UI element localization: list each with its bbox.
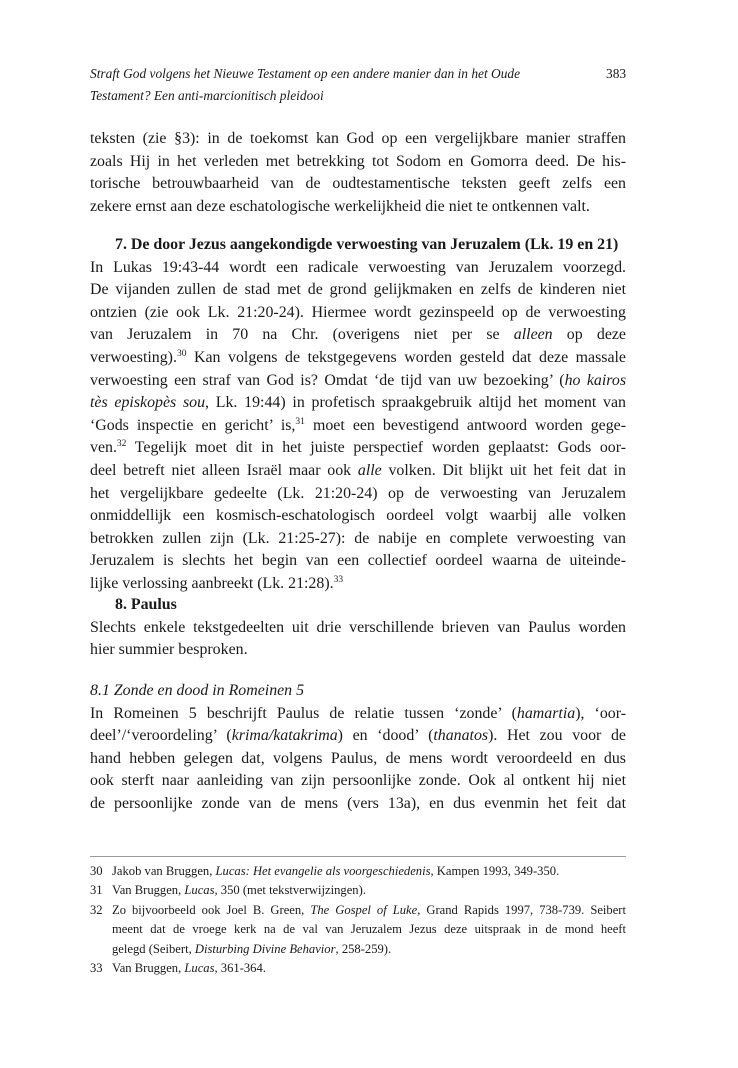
- footnote-ref[interactable]: 32: [116, 439, 127, 450]
- running-head: [90, 63, 630, 107]
- footnote-ref[interactable]: 30: [176, 348, 187, 359]
- footnote: [90, 901, 626, 959]
- text-run: ) en ‘dood’ (: [337, 727, 434, 745]
- footnote-divider: [90, 856, 626, 857]
- text-line: [90, 725, 626, 748]
- footnote-number: 30: [90, 864, 103, 878]
- italic-run: The Gospel of Luke: [310, 902, 418, 917]
- text-run: verwoesting).: [90, 348, 177, 366]
- italic-run: tès episkopès sou: [90, 394, 206, 412]
- footnote-text: meent dat de vroege kerk na de val van Jeruzalem Jezus deze uitspraak in de mond heeft: [112, 922, 626, 937]
- text-line: De vijanden zullen de stad met de grond gelijkmaken en zelfs de kinderen niet: [90, 281, 626, 299]
- text-line: teksten (zie §3): in de toekomst kan God op een vergelijkbare manier straffen: [90, 130, 626, 147]
- text-run: , Grand Rapids 1997, 738-739. Seibert: [417, 902, 626, 917]
- italic-run: krima/katakrima: [231, 727, 338, 745]
- text-run: ven.: [90, 439, 117, 457]
- text-run: deel’/‘veroordeling’ (: [90, 727, 232, 745]
- text-run: Van Bruggen,: [112, 961, 185, 976]
- text-line: [90, 324, 626, 347]
- italic-run: Disturbing Divine Behavior: [194, 941, 336, 956]
- text-run: lijke verlossing aanbreekt (Lk. 21:28).: [90, 574, 334, 592]
- section-8-1: [90, 680, 626, 816]
- text-run: verwoesting een straf van God is? Omdat ‘de tijd van uw bezoeking’ (: [90, 371, 565, 389]
- section-heading: 8. Paulus: [115, 596, 177, 613]
- footnote-number: 31: [90, 883, 103, 898]
- text-run: Jakob van Bruggen,: [112, 864, 216, 878]
- text-run: ). Het zou voor de: [488, 727, 626, 745]
- italic-run: hamartia: [516, 704, 576, 722]
- text-run: op deze: [552, 326, 626, 344]
- text-run: moet een bevestigend antwoord worden gege-: [304, 416, 626, 434]
- text-line: [90, 460, 626, 483]
- text-run: , Lk. 19:44) in profetisch spraakgebruik altijd het moment van: [205, 394, 626, 412]
- italic-run: Lucas: Het evangelie als voorgeschiedenis: [215, 864, 431, 878]
- text-run: ), ‘oor-: [575, 704, 627, 722]
- footnote-text: [112, 901, 626, 920]
- text-line: ook sterft naar aanleiding van zijn persoonlijke zonde. Ook al ontkent hij niet: [90, 772, 626, 790]
- footnote-number: 33: [90, 961, 103, 976]
- text-run: ‘Gods inspectie en gericht’ is,: [90, 416, 296, 434]
- text-run: Van Bruggen,: [112, 883, 185, 898]
- footnote-text: [112, 881, 626, 900]
- italic-run: alle: [357, 461, 382, 479]
- footnote: [90, 959, 626, 978]
- footnote-text: [112, 940, 626, 959]
- footnote-text: [112, 959, 626, 978]
- page-number: 383: [606, 66, 627, 81]
- text-run: volken. Dit blijkt uit het feit dat in: [381, 461, 626, 479]
- text-line: Slechts enkele tekstgedeelten uit drie verschillende brieven van Paulus worden: [90, 618, 626, 636]
- italic-run: Lucas: [184, 961, 215, 976]
- text-run: , 350 (met tekstverwijzingen).: [214, 883, 366, 898]
- subsection-heading: 8.1 Zonde en dood in Romeinen 5: [90, 682, 305, 699]
- footnote-text: [112, 862, 626, 881]
- footnote-number: 32: [90, 902, 103, 917]
- italic-run: ho kairos: [564, 371, 627, 389]
- footnote: [90, 862, 626, 881]
- text-line: ontzien (zie ook Lk. 21:20-24). Hiermee wordt gezinspeeld op de verwoesting: [90, 303, 626, 321]
- text-line: [90, 703, 626, 726]
- italic-run: thanatos: [433, 727, 489, 745]
- italic-run: Lucas: [184, 883, 215, 898]
- running-head-line-2: Testament? Een anti-marcionitisch pleidooi: [90, 88, 324, 103]
- text-line: [90, 415, 626, 438]
- text-line: zoals Hij in het verleden met betrekking tot Sodom en Gomorra deed. De his-: [90, 152, 626, 170]
- text-line: torische betrouwbaarheid van de oudtestamentische teksten geeft zelfs een: [90, 175, 626, 193]
- text-run: van Jeruzalem in 70 na Chr. (overigens niet per se: [90, 326, 514, 344]
- text-line: de persoonlijke zonde van de mens (vers 13a), en dus evenmin het feit dat: [90, 794, 626, 812]
- text-run: , 258-259).: [335, 941, 392, 956]
- text-line: het vergelijkbare gedeelte (Lk. 21:20-24) op de verwoesting van Jeruzalem: [90, 484, 626, 502]
- section-7: [90, 234, 626, 596]
- footnotes: [90, 862, 626, 978]
- intro-paragraph: [90, 128, 626, 218]
- text-line: [90, 392, 626, 415]
- text-line: onmiddellijk een kosmisch-eschatologisch oordeel volgt waarbij alle volken: [90, 507, 626, 525]
- text-run: In Romeinen 5 beschrijft Paulus de relatie tussen ‘zonde’ (: [90, 704, 517, 722]
- text-run: Zo bijvoorbeeld ook Joel B. Green,: [112, 902, 311, 917]
- text-run: deel betreft niet alleen Israël maar ook: [90, 461, 358, 479]
- running-head-line-1: Straft God volgens het Nieuwe Testament op een andere manier dan in het Oude: [90, 66, 521, 81]
- footnote: [90, 881, 626, 900]
- footnote-ref[interactable]: 31: [295, 416, 305, 427]
- text-line: betrokken zullen zijn (Lk. 21:25-27): de nabije en complete verwoesting van: [90, 529, 626, 547]
- section-8: [90, 594, 626, 662]
- text-line: [90, 370, 626, 393]
- text-run: , Kampen 1993, 349-350.: [430, 864, 560, 878]
- text-line: hand hebben gelegen dat, volgens Paulus, de mens wordt veroordeeld en dus: [90, 749, 626, 767]
- text-run: gelegd (Seibert,: [112, 941, 195, 956]
- footnote-ref[interactable]: 33: [333, 574, 344, 585]
- italic-run: alleen: [513, 326, 553, 344]
- text-line: Jeruzalem is slechts het begin van een collectief oordeel waarna de uiteinde-: [90, 552, 626, 570]
- text-line: hier summier besproken.: [90, 641, 248, 659]
- text-line: [90, 347, 626, 370]
- text-run: Kan volgens de tekstgegevens worden gesteld dat deze massale: [186, 348, 626, 366]
- text-run: Tegelijk moet dit in het juiste perspectief worden geplaatst: Gods oor-: [126, 439, 626, 457]
- text-run: , 361-364.: [214, 961, 266, 976]
- text-line: zekere ernst aan deze eschatologische werkelijkheid die niet te ontkennen valt.: [90, 197, 590, 215]
- section-heading: 7. De door Jezus aangekondigde verwoesting van Jeruzalem (Lk. 19 en 21): [115, 236, 619, 253]
- text-line: [90, 437, 626, 460]
- text-line: [90, 573, 626, 596]
- text-line: In Lukas 19:43-44 wordt een radicale verwoesting van Jeruzalem voorzegd.: [90, 258, 626, 276]
